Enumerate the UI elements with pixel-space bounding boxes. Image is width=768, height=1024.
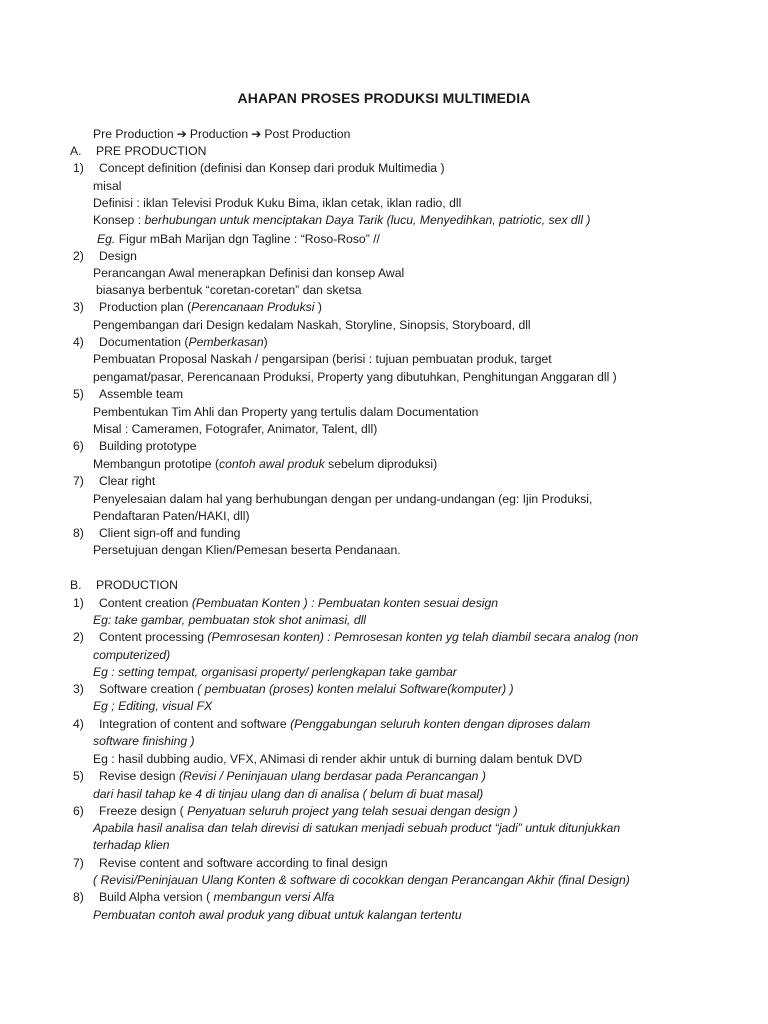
- item-desc: Pemberkasan: [188, 335, 264, 349]
- item-number: 5): [73, 387, 84, 401]
- flow-line: [93, 126, 350, 143]
- item-desc: (definisi dan Konsep dari produk Multimedia ): [199, 161, 445, 175]
- a7-heading: [73, 473, 155, 490]
- flow-step-post: Post Production: [264, 127, 351, 141]
- a8-heading: [73, 525, 240, 542]
- b6-line: Apabila hasil analisa dan telah direvisi di satukan menjadi sebuah product “jadi” untuk ditunjukkan: [93, 821, 621, 835]
- a6-line: [93, 456, 437, 473]
- item-number: 3): [73, 682, 84, 696]
- paren-open: (: [179, 804, 184, 818]
- line-text: sebelum diproduksi): [324, 457, 438, 471]
- paren-open: (: [184, 335, 189, 349]
- line-italic: contoh awal produk: [219, 457, 325, 471]
- a1-line: Definisi : iklan Televisi Produk Kuku Bima, iklan cetak, iklan radio, dll: [93, 196, 462, 210]
- item-desc: ( pembuatan (proses) konten melalui Software(komputer) ): [197, 682, 514, 696]
- b2-heading: [73, 629, 638, 646]
- a4-line: pengamat/pasar, Perencanaan Produksi, Property yang dibutuhkan, Penghitungan Anggaran dll ): [93, 370, 617, 384]
- item-number: 6): [73, 439, 84, 453]
- item-desc: (Revisi / Peninjauan ulang berdasar pada Perancangan ): [178, 769, 486, 783]
- b5-heading: [73, 768, 486, 785]
- section-a-title: PRE PRODUCTION: [96, 144, 207, 158]
- item-number: 1): [73, 596, 84, 610]
- eg-label: Eg.: [97, 232, 116, 246]
- eg-text: Figur mBah Marijan dgn Tagline : “Roso-Roso” //: [118, 232, 380, 246]
- section-b-heading: [70, 577, 178, 594]
- a2-line: biasanya berbentuk “coretan-coretan” dan sketsa: [96, 283, 362, 297]
- b1-heading: [73, 595, 498, 612]
- a1-line: misal: [93, 179, 122, 193]
- a5-heading: [73, 386, 183, 403]
- b2-line: Eg : setting tempat, organisasi property/ perlengkapan take gambar: [93, 665, 457, 679]
- item-number: 8): [73, 890, 84, 904]
- line-text: Membangun prototipe (: [93, 457, 220, 471]
- a1-konsep: [93, 212, 591, 229]
- item-desc: (Pemrosesan konten) : Pemrosesan konten yg telah diambil secara analog (non: [207, 630, 639, 644]
- b8-line: Pembuatan contoh awal produk yang dibuat untuk kalangan tertentu: [93, 908, 462, 922]
- item-number: 3): [73, 300, 84, 314]
- a3-line: Pengembangan dari Design kedalam Naskah, Storyline, Sinopsis, Storyboard, dll: [93, 318, 531, 332]
- item-number: 6): [73, 804, 84, 818]
- item-title: Design: [99, 249, 137, 263]
- b4-heading: [73, 716, 590, 733]
- b6-heading: [73, 803, 518, 820]
- item-title: Content processing: [99, 630, 205, 644]
- a4-line: Pembuatan Proposal Naskah / pengarsipan (berisi : tujuan pembuatan produk, target: [93, 352, 552, 366]
- a5-line: Misal : Cameramen, Fotografer, Animator, Talent, dll): [93, 422, 378, 436]
- paren-open: (: [206, 890, 211, 904]
- item-title: Software creation: [99, 682, 194, 696]
- paren-close: ): [317, 300, 322, 314]
- item-title: Revise content and software according to final design: [99, 856, 388, 870]
- item-desc: Perencanaan Produksi: [191, 300, 315, 314]
- a6-heading: [73, 438, 197, 455]
- a1-example: [97, 231, 380, 248]
- item-number: 5): [73, 769, 84, 783]
- document-title: AHAPAN PROSES PRODUKSI MULTIMEDIA: [237, 90, 531, 106]
- b1-line: Eg: take gambar, pembuatan stok shot animasi, dll: [93, 613, 367, 627]
- item-number: 7): [73, 474, 84, 488]
- item-title: Build Alpha version: [99, 890, 203, 904]
- item-number: 8): [73, 526, 84, 540]
- item-number: 4): [73, 335, 84, 349]
- a7-line: Penyelesaian dalam hal yang berhubungan dengan per undang-undangan (eg: Ijin Produksi,: [93, 492, 593, 506]
- section-b-title: PRODUCTION: [96, 578, 178, 592]
- item-title: Concept definition: [99, 161, 197, 175]
- b7-heading: [73, 855, 388, 872]
- section-a-label: A.: [70, 144, 82, 158]
- item-desc: Penyatuan seluruh project yang telah sesuai dengan design ): [187, 804, 518, 818]
- item-title: Building prototype: [99, 439, 197, 453]
- item-title: Content creation: [99, 596, 189, 610]
- item-desc: membangun versi Alfa: [213, 890, 335, 904]
- item-title: Freeze design: [99, 804, 177, 818]
- item-title: Revise design: [99, 769, 176, 783]
- b6-line: terhadap klien: [93, 838, 170, 852]
- a3-heading: [73, 299, 322, 316]
- paren-close: ): [263, 335, 268, 349]
- item-title: Integration of content and software: [99, 717, 287, 731]
- konsep-text: berhubungan untuk menciptakan Daya Tarik (lucu, Menyedihkan, patriotic, sex dll ): [144, 213, 591, 227]
- item-desc: (Penggabungan seluruh konten dengan diproses dalam: [290, 717, 591, 731]
- b3-line: Eg ; Editing, visual FX: [93, 699, 213, 713]
- item-title: Production plan: [99, 300, 184, 314]
- item-number: 7): [73, 856, 84, 870]
- item-title: Documentation: [99, 335, 181, 349]
- a1-heading: [73, 160, 445, 177]
- item-title: Clear right: [99, 474, 156, 488]
- a7-line: Pendaftaran Paten/HAKI, dll): [93, 509, 250, 523]
- a8-line: Persetujuan dengan Klien/Pemesan beserta Pendanaan.: [93, 543, 401, 557]
- flow-step-pre: Pre Production: [93, 127, 174, 141]
- item-number: 1): [73, 161, 84, 175]
- arrow-right-icon: ➔: [251, 127, 262, 141]
- item-title: Client sign-off and funding: [99, 526, 241, 540]
- item-number: 2): [73, 630, 84, 644]
- paren-open: (: [187, 300, 192, 314]
- b2-line: computerized): [93, 648, 171, 662]
- arrow-right-icon: ➔: [176, 127, 187, 141]
- b7-line: ( Revisi/Peninjauan Ulang Konten & software di cocokkan dengan Perancangan Akhir (final Design): [93, 873, 630, 887]
- b3-heading: [73, 681, 514, 698]
- b5-line: dari hasil tahap ke 4 di tinjau ulang dan di analisa ( belum di buat masal): [93, 787, 484, 801]
- a2-line: Perancangan Awal menerapkan Definisi dan konsep Awal: [93, 266, 405, 280]
- flow-step-production: Production: [189, 127, 249, 141]
- b4-line: software finishing ): [93, 734, 195, 748]
- a5-line: Pembentukan Tim Ahli dan Property yang tertulis dalam Documentation: [93, 405, 479, 419]
- item-desc: (Pembuatan Konten ) : Pembuatan konten sesuai design: [191, 596, 499, 610]
- a4-heading: [73, 334, 268, 351]
- b4-line: Eg : hasil dubbing audio, VFX, ANimasi di render akhir untuk di burning dalam bentuk DVD: [93, 752, 583, 766]
- item-number: 4): [73, 717, 84, 731]
- b8-heading: [73, 889, 334, 906]
- konsep-label: Konsep :: [93, 213, 142, 227]
- item-number: 2): [73, 249, 84, 263]
- section-a-heading: [70, 143, 206, 160]
- section-b-label: B.: [70, 578, 82, 592]
- a2-heading: [73, 248, 137, 265]
- item-title: Assemble team: [99, 387, 183, 401]
